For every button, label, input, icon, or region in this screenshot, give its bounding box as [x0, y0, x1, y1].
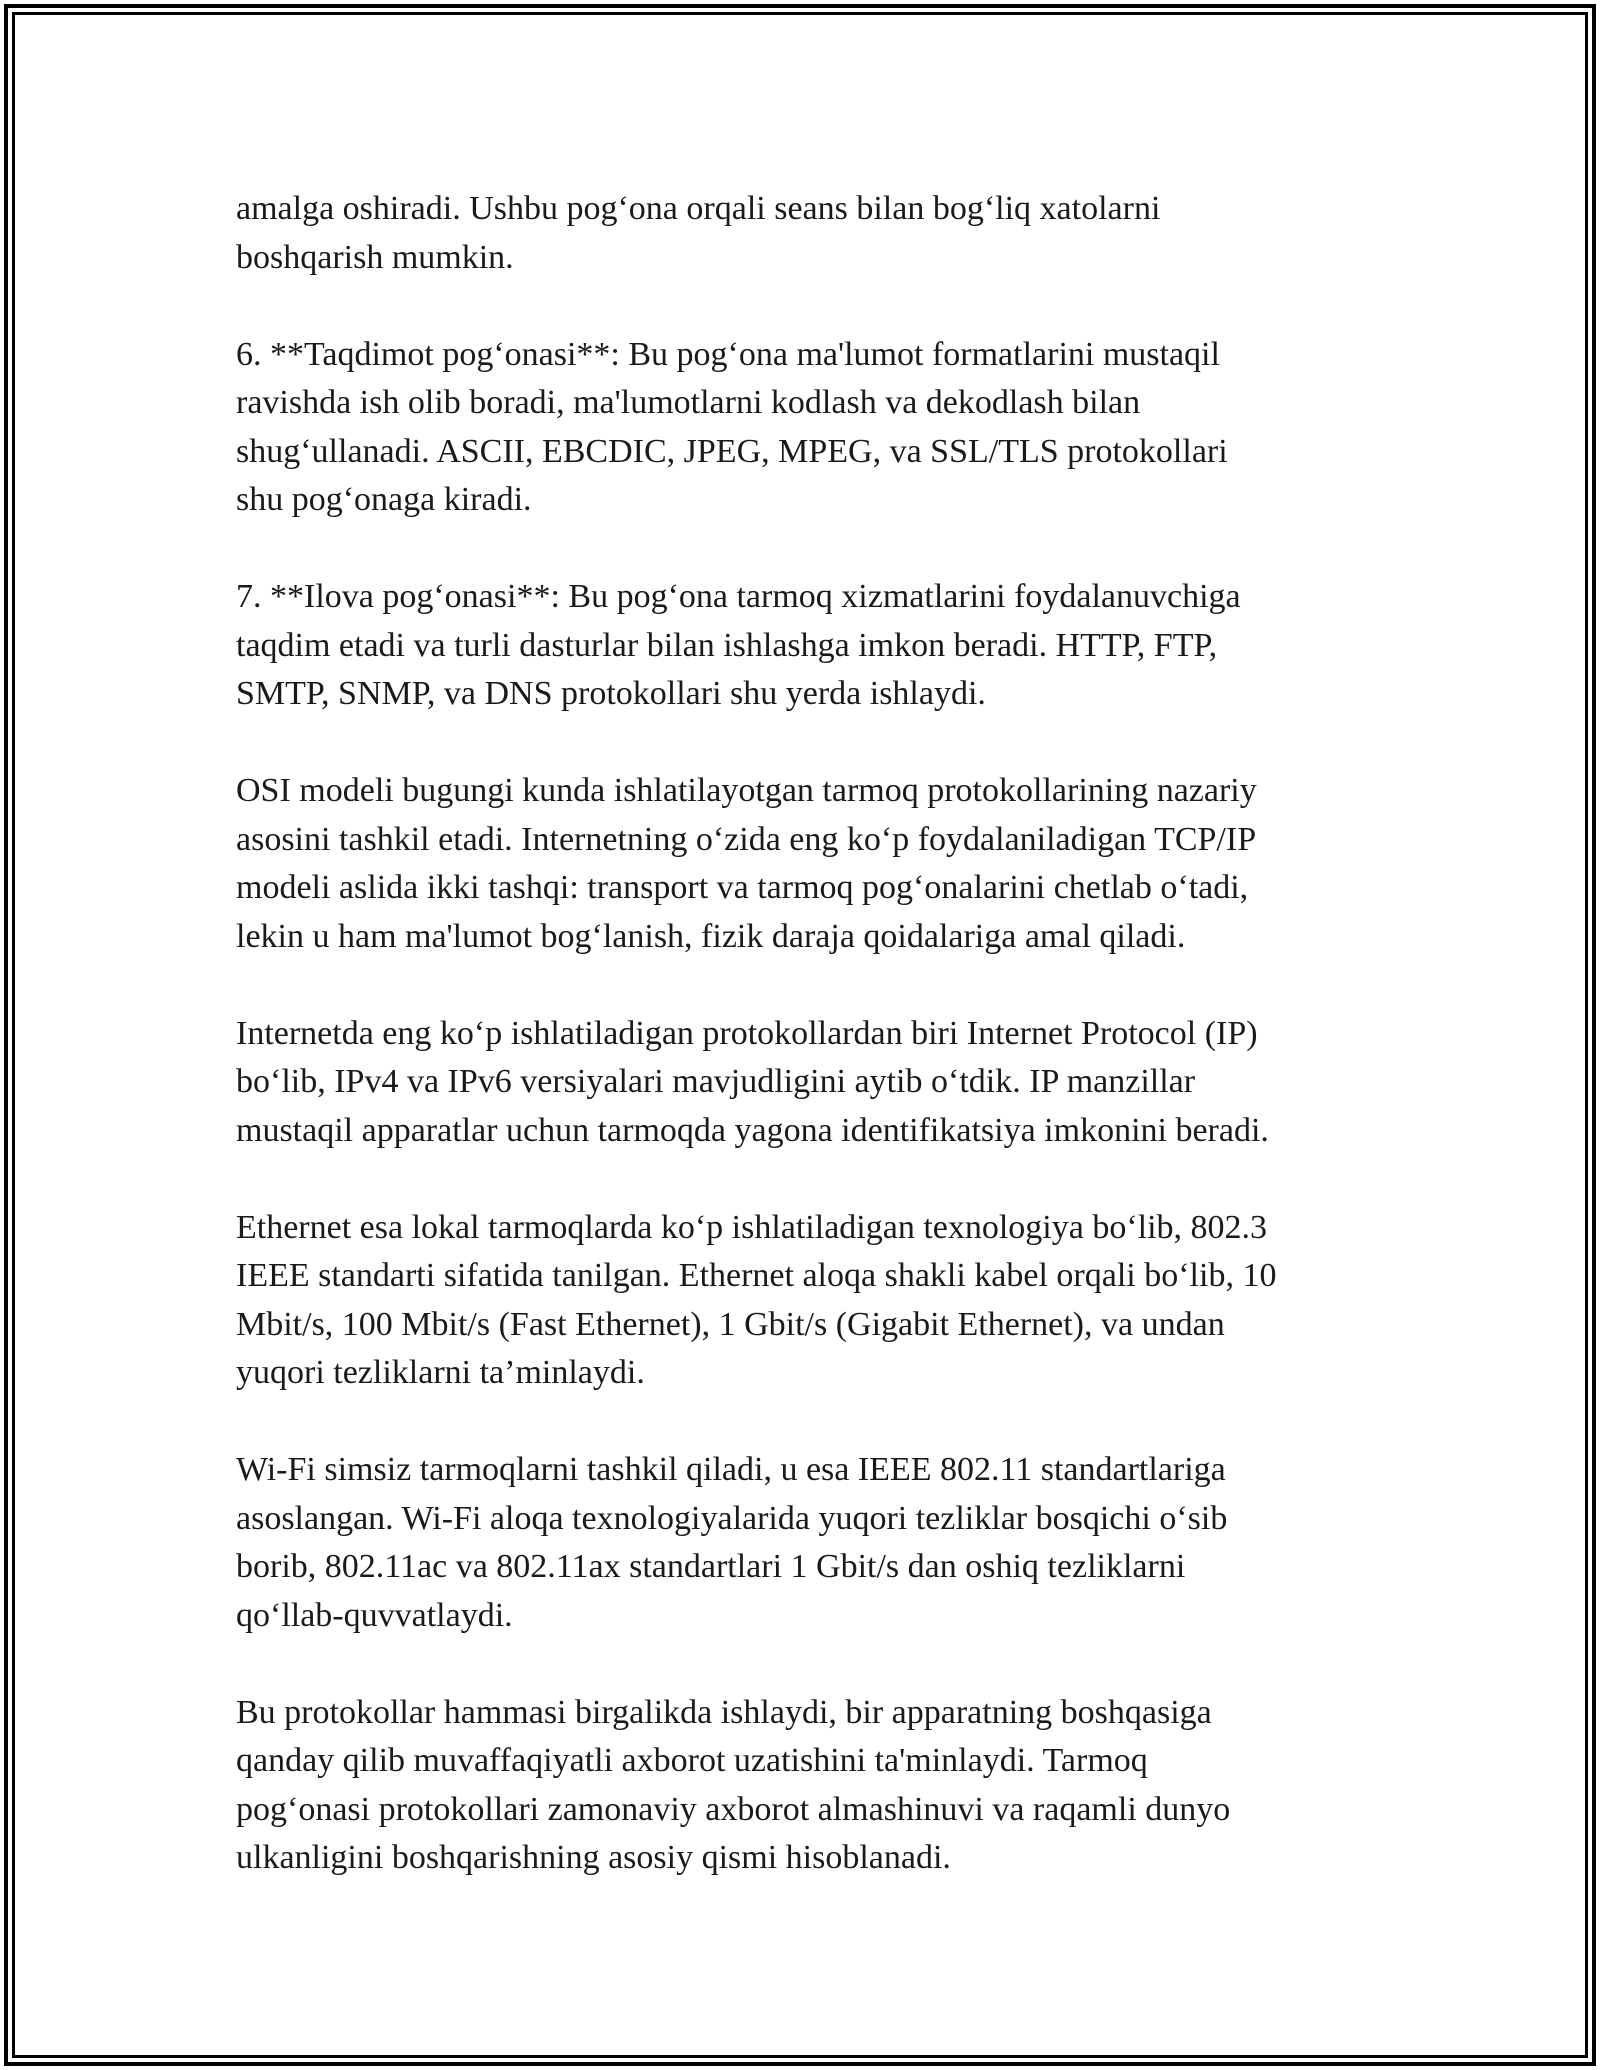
paragraph-wifi: Wi-Fi simsiz tarmoqlarni tashkil qiladi, u esa IEEE 802.11 standartlariga asoslangan. Wi-Fi aloqa texnologiyalarida yuqori tezliklar bosqichi o‘sib borib, 802.11ac va 802.11ax standartlari 1 Gbit/s dan oshiq tezliklarni qo‘llab-quvvatlaydi. [236, 1451, 1228, 1634]
paragraph-session-layer-end: amalga oshiradi. Ushbu pog‘ona orqali seans bilan bog‘liq xatolarni boshqarish mumkin. [236, 190, 1161, 276]
paragraph-application-layer: 7. **Ilova pog‘onasi**: Bu pog‘ona tarmoq xizmatlarini foydalanuvchiga taqdim etadi va turli dasturlar bilan ishlashga imkon beradi. HTTP, FTP, SMTP, SNMP, va DNS protokollari shu yerda ishlaydi. [236, 578, 1241, 712]
paragraph-osi-model: OSI modeli bugungi kunda ishlatilayotgan tarmoq protokollarining nazariy asosini tashkil etadi. Internetning o‘zida eng ko‘p foydalaniladigan TCP/IP modeli aslida ikki tashqi: transport va tarmoq pog‘onalarini chetlab o‘tadi, lekin u ham ma'lumot bog‘lanish, fizik daraja qoidalariga amal qiladi. [236, 772, 1257, 955]
paragraph-ethernet: Ethernet esa lokal tarmoqlarda ko‘p ishlatiladigan texnologiya bo‘lib, 802.3 IEEE standarti sifatida tanilgan. Ethernet aloqa shakli kabel orqali bo‘lib, 10 Mbit/s, 100 Mbit/s (Fast Ethernet), 1 Gbit/s (Gigabit Ethernet), va undan yuqori tezliklarni ta’minlaydi. [236, 1208, 1277, 1391]
document-body [236, 185, 1386, 1931]
paragraph-internet-protocol: Internetda eng ko‘p ishlatiladigan protokollardan biri Internet Protocol (IP) bo‘lib, IPv4 va IPv6 versiyalari mavjudligini aytib o‘tdik. IP manzillar mustaqil apparatlar uchun tarmoqda yagona identifikatsiya imkonini beradi. [236, 1014, 1269, 1149]
paragraph-presentation-layer: 6. **Taqdimot pog‘onasi**: Bu pog‘ona ma'lumot formatlarini mustaqil ravishda ish olib boradi, ma'lumotlarni kodlash va dekodlash bilan shug‘ullanadi. ASCII, EBCDIC, JPEG, MPEG, va SSL/TLS protokollari shu pog‘onaga kiradi. [236, 335, 1228, 518]
paragraph-conclusion: Bu protokollar hammasi birgalikda ishlaydi, bir apparatning boshqasiga qanday qilib muvaffaqiyatli axborot uzatishini ta'minlaydi. Tarmoq pog‘onasi protokollari zamonaviy axborot almashinuvi va raqamli dunyo ulkanligini boshqarishning asosiy qismi hisoblanadi. [236, 1693, 1231, 1876]
